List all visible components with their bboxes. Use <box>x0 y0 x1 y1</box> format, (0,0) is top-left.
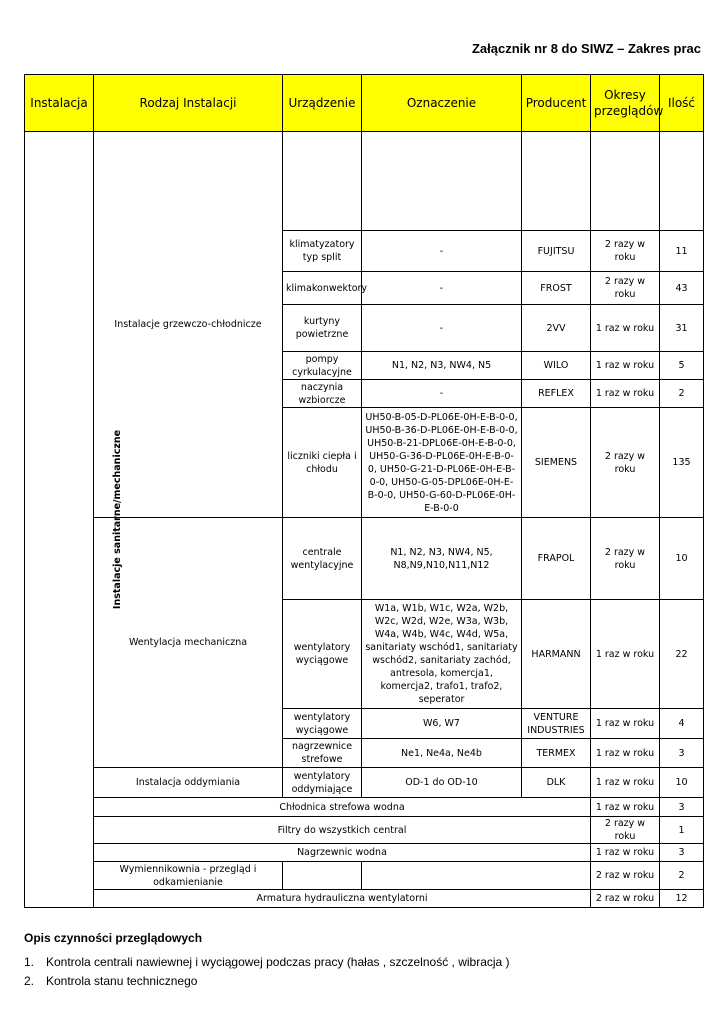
item-label-cell: Filtry do wszystkich central <box>94 817 591 844</box>
period-cell: 2 raz w roku <box>591 890 660 908</box>
mark-cell: - <box>362 380 522 408</box>
table-row <box>25 844 704 862</box>
period-cell: 2 raz w roku <box>591 862 660 890</box>
producer-cell: SIEMENS <box>522 408 591 518</box>
col-header-installation: Instalacja <box>25 75 94 132</box>
producer-cell: TERMEX <box>522 739 591 768</box>
producer-cell: DLK <box>522 768 591 798</box>
empty-cell <box>362 132 522 231</box>
device-cell: wentylatory wyciągowe <box>283 600 362 709</box>
table-row <box>25 132 704 231</box>
mark-cell: - <box>362 272 522 305</box>
table-row <box>25 890 704 908</box>
qty-cell: 3 <box>660 798 704 817</box>
qty-cell: 3 <box>660 844 704 862</box>
device-cell: nagrzewnice strefowe <box>283 739 362 768</box>
qty-cell: 11 <box>660 231 704 272</box>
mark-cell: UH50-B-05-D-PL06E-0H-E-B-0-0, UH50-B-36-D-PL06E-0H-E-B-0-0, UH50-B-21-DPL06E-0H-E-B-0-0, UH50-G-36-D-PL06E-0H-E-B-0-0, UH50-G-21-D-PL06E-0H-E-B-0-0, UH50-G-05-DPL06E-0H-E-B-0-0, UH50-G-60-D-PL06E-0H-E-B-0-0 <box>362 408 522 518</box>
producer-cell: FUJITSU <box>522 231 591 272</box>
period-cell: 2 razy w roku <box>591 817 660 844</box>
period-cell: 1 raz w roku <box>591 768 660 798</box>
qty-cell: 10 <box>660 518 704 600</box>
device-cell: pompy cyrkulacyjne <box>283 352 362 380</box>
producer-cell: FRAPOL <box>522 518 591 600</box>
empty-cell <box>660 132 704 231</box>
period-cell: 2 razy w roku <box>591 518 660 600</box>
producer-cell: FROST <box>522 272 591 305</box>
group-label-ventilation: Wentylacja mechaniczna <box>94 518 283 768</box>
qty-cell: 4 <box>660 709 704 739</box>
side-label-cell <box>25 132 124 908</box>
qty-cell: 135 <box>660 408 704 518</box>
empty-cell <box>283 862 362 890</box>
list-item <box>24 953 510 972</box>
qty-cell: 3 <box>660 739 704 768</box>
qty-cell: 31 <box>660 305 704 352</box>
list-number: 1. <box>24 955 35 969</box>
period-cell: 1 raz w roku <box>591 600 660 709</box>
document-title: Załącznik nr 8 do SIWZ – Zakres prac <box>471 41 701 56</box>
period-cell: 2 razy w roku <box>591 272 660 305</box>
qty-cell: 5 <box>660 352 704 380</box>
period-cell: 2 razy w roku <box>591 408 660 518</box>
mark-cell: - <box>362 231 522 272</box>
device-cell: kurtyny powietrzne <box>283 305 362 352</box>
mark-cell: W1a, W1b, W1c, W2a, W2b, W2c, W2d, W2e, W3a, W3b, W4a, W4b, W4c, W4d, W5a, sanitariaty wschód1, sanitariaty wschód2, sanitariaty zachód, antresola, komercja1, komercja2, trafo1, trafo2, seperator <box>362 600 522 709</box>
list-item <box>24 972 510 991</box>
col-header-device: Urządzenie <box>283 75 362 132</box>
mark-cell: Ne1, Ne4a, Ne4b <box>362 739 522 768</box>
period-cell: 1 raz w roku <box>591 352 660 380</box>
empty-cell <box>522 132 591 231</box>
device-cell: naczynia wzbiorcze <box>283 380 362 408</box>
table-row <box>25 817 704 844</box>
device-cell: klimakonwektory <box>283 272 362 305</box>
group-label-smoke-extraction: Instalacja oddymiania <box>94 768 283 798</box>
period-cell: 1 raz w roku <box>591 380 660 408</box>
description-title: Opis czynności przeglądowych <box>24 931 203 945</box>
device-cell: klimatyzatory typ split <box>283 231 362 272</box>
period-cell: 1 raz w roku <box>591 739 660 768</box>
table-row <box>25 768 704 798</box>
period-cell: 1 raz w roku <box>591 798 660 817</box>
item-label-cell: Nagrzewnic wodna <box>94 844 591 862</box>
period-cell: 1 raz w roku <box>591 709 660 739</box>
list-text: Kontrola stanu technicznego <box>46 974 198 988</box>
qty-cell: 10 <box>660 768 704 798</box>
description-list <box>24 953 510 991</box>
producer-cell: 2VV <box>522 305 591 352</box>
item-label-cell: Chłodnica strefowa wodna <box>94 798 591 817</box>
col-header-mark: Oznaczenie <box>362 75 522 132</box>
qty-cell: 43 <box>660 272 704 305</box>
qty-cell: 2 <box>660 380 704 408</box>
table-row <box>25 862 704 890</box>
device-cell: wentylatory wyciągowe <box>283 709 362 739</box>
item-label-cell: Armatura hydrauliczna wentylatorni <box>94 890 591 908</box>
side-label: Instalacje sanitarne/mechaniczne <box>112 429 124 610</box>
mark-cell: N1, N2, N3, NW4, N5, N8,N9,N10,N11,N12 <box>362 518 522 600</box>
qty-cell: 22 <box>660 600 704 709</box>
mark-cell: - <box>362 305 522 352</box>
producer-cell: VENTURE INDUSTRIES <box>522 709 591 739</box>
period-cell: 1 raz w roku <box>591 305 660 352</box>
col-header-producer: Producent <box>522 75 591 132</box>
producer-cell: WILO <box>522 352 591 380</box>
qty-cell: 1 <box>660 817 704 844</box>
table-header-row <box>25 75 704 132</box>
group-label-heating-cooling: Instalacje grzewczo-chłodnicze <box>94 132 283 518</box>
col-header-period: Okresy przeglądów <box>591 75 660 132</box>
period-cell: 2 razy w roku <box>591 231 660 272</box>
scope-table <box>24 74 704 908</box>
empty-cell <box>283 132 362 231</box>
device-cell: wentylatory oddymiające <box>283 768 362 798</box>
mark-cell: OD-1 do OD-10 <box>362 768 522 798</box>
col-header-installation-type: Rodzaj Instalacji <box>94 75 283 132</box>
qty-cell: 12 <box>660 890 704 908</box>
empty-cell <box>362 862 591 890</box>
period-cell: 1 raz w roku <box>591 844 660 862</box>
table-row <box>25 798 704 817</box>
producer-cell: HARMANN <box>522 600 591 709</box>
mark-cell: N1, N2, N3, NW4, N5 <box>362 352 522 380</box>
producer-cell: REFLEX <box>522 380 591 408</box>
list-text: Kontrola centrali nawiewnej i wyciągowej podczas pracy (hałas , szczelność , wibracja ) <box>46 955 510 969</box>
col-header-quantity: Ilość <box>660 75 704 132</box>
qty-cell: 2 <box>660 862 704 890</box>
empty-cell <box>591 132 660 231</box>
item-label-cell: Wymiennikownia - przegląd i odkamienianie <box>94 862 283 890</box>
table-row <box>25 518 704 600</box>
list-number: 2. <box>24 974 35 988</box>
device-cell: liczniki ciepła i chłodu <box>283 408 362 518</box>
mark-cell: W6, W7 <box>362 709 522 739</box>
device-cell: centrale wentylacyjne <box>283 518 362 600</box>
